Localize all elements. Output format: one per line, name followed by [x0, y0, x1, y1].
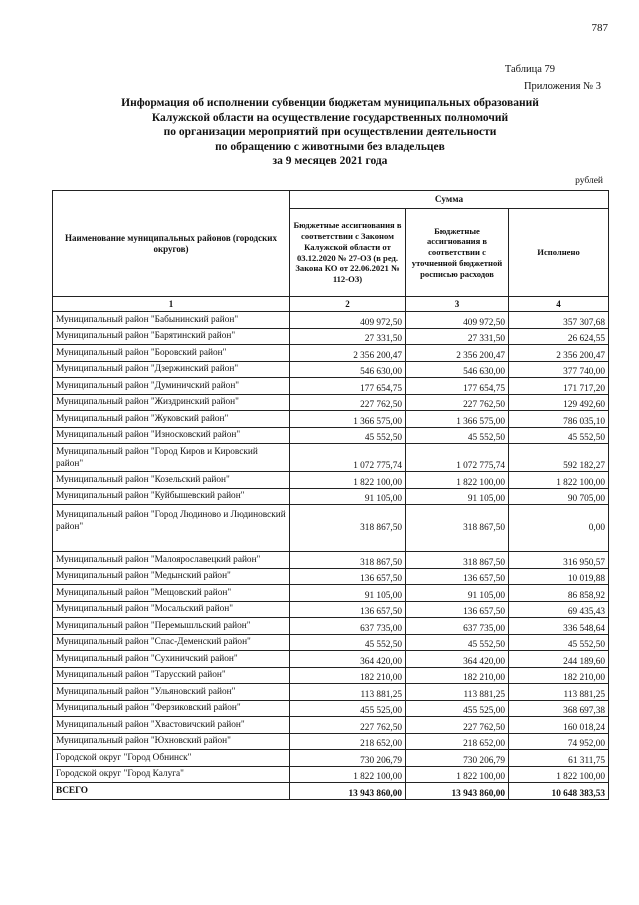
budget-refined-value: 227 762,50 — [406, 394, 509, 411]
title-line: по организации мероприятий при осуществлении деятельности — [163, 126, 497, 139]
budget-law-value: 45 552,50 — [290, 634, 406, 651]
budget-refined-value: 218 652,00 — [406, 733, 509, 750]
district-name: Муниципальный район "Мосальский район" — [53, 601, 290, 618]
budget-refined-value: 409 972,50 — [406, 312, 509, 329]
budget-refined-value: 1 822 100,00 — [406, 766, 509, 783]
district-name: Муниципальный район "Барятинский район" — [53, 328, 290, 345]
district-name: Муниципальный район "Жиздринский район" — [53, 394, 290, 411]
district-name: Муниципальный район "Малоярославецкий район" — [53, 552, 290, 569]
budget-law-value: 227 762,50 — [290, 394, 406, 411]
budget-refined-value: 45 552,50 — [406, 427, 509, 444]
budget-law-value: 455 525,00 — [290, 700, 406, 717]
budget-law-value: 318 867,50 — [290, 505, 406, 552]
table-row — [53, 427, 609, 444]
table-label: Таблица 79 — [504, 64, 555, 75]
budget-refined-value: 364 420,00 — [406, 651, 509, 668]
header-name: Наименование муниципальных районов (городских округов) — [53, 191, 290, 297]
table-row — [53, 472, 609, 489]
executed-value: 160 018,24 — [509, 717, 609, 734]
executed-value: 2 356 200,47 — [509, 345, 609, 362]
executed-value: 316 950,57 — [509, 552, 609, 569]
district-name: Городской округ "Город Обнинск" — [53, 750, 290, 767]
header-budget-refined: Бюджетные ассигнования в соответствии с уточненной бюджетной росписью расходов — [406, 209, 509, 297]
budget-law-value: 227 762,50 — [290, 717, 406, 734]
executed-value: 26 624,55 — [509, 328, 609, 345]
table-row — [53, 361, 609, 378]
executed-value: 74 952,00 — [509, 733, 609, 750]
table-row — [53, 667, 609, 684]
executed-value: 182 210,00 — [509, 667, 609, 684]
executed-value: 592 182,27 — [509, 444, 609, 472]
budget-law-value: 637 735,00 — [290, 618, 406, 635]
header-budget-law: Бюджетные ассигнования в соответствии с Законом Калужской области от 03.12.2020 № 27-ОЗ (в ред. Закона КО от 22.06.2021 № 112-ОЗ) — [290, 209, 406, 297]
district-name: Муниципальный район "Юхновский район" — [53, 733, 290, 750]
executed-value: 10 019,88 — [509, 568, 609, 585]
budget-refined-value: 1 366 575,00 — [406, 411, 509, 428]
executed-value: 336 548,64 — [509, 618, 609, 635]
district-name: Муниципальный район "Дзержинский район" — [53, 361, 290, 378]
subvention-table — [52, 190, 609, 800]
executed-value: 786 035,10 — [509, 411, 609, 428]
budget-refined-value: 2 356 200,47 — [406, 345, 509, 362]
table-row — [53, 444, 609, 472]
budget-law-value: 318 867,50 — [290, 552, 406, 569]
executed-value: 86 858,92 — [509, 585, 609, 602]
budget-refined-value: 91 105,00 — [406, 585, 509, 602]
budget-refined-value: 1 822 100,00 — [406, 472, 509, 489]
budget-law-value: 27 331,50 — [290, 328, 406, 345]
table-row — [53, 585, 609, 602]
budget-law-value: 91 105,00 — [290, 488, 406, 505]
budget-refined-value: 136 657,50 — [406, 601, 509, 618]
title-line: по обращению с животными без владельцев — [215, 140, 445, 153]
budget-law-value: 409 972,50 — [290, 312, 406, 329]
district-name: Муниципальный район "Перемышльский район" — [53, 618, 290, 635]
district-name: Муниципальный район "Сухиничский район" — [53, 651, 290, 668]
table-row — [53, 684, 609, 701]
table-row — [53, 394, 609, 411]
header-sum: Сумма — [290, 191, 609, 209]
table-row — [53, 750, 609, 767]
executed-value: 45 552,50 — [509, 427, 609, 444]
budget-law-value: 2 356 200,47 — [290, 345, 406, 362]
table-row — [53, 505, 609, 552]
budget-refined-value: 318 867,50 — [406, 552, 509, 569]
budget-law-value: 1 366 575,00 — [290, 411, 406, 428]
executed-value: 113 881,25 — [509, 684, 609, 701]
district-name: Муниципальный район "Мещовский район" — [53, 585, 290, 602]
table-body — [53, 312, 609, 783]
district-name: Муниципальный район "Жуковский район" — [53, 411, 290, 428]
budget-refined-value: 730 206,79 — [406, 750, 509, 767]
executed-value: 377 740,00 — [509, 361, 609, 378]
executed-value: 61 311,75 — [509, 750, 609, 767]
budget-refined-value: 227 762,50 — [406, 717, 509, 734]
budget-law-value: 1 072 775,74 — [290, 444, 406, 472]
appendix-label: Приложения № 3 — [523, 81, 601, 92]
executed-value: 1 822 100,00 — [509, 766, 609, 783]
budget-refined-value: 182 210,00 — [406, 667, 509, 684]
budget-refined-value: 113 881,25 — [406, 684, 509, 701]
table-row — [53, 378, 609, 395]
table-row — [53, 766, 609, 783]
column-number: 3 — [406, 297, 509, 312]
district-name: Муниципальный район "Спас-Деменский район" — [53, 634, 290, 651]
budget-law-value: 136 657,50 — [290, 568, 406, 585]
header-executed: Исполнено — [509, 209, 609, 297]
budget-law-value: 546 630,00 — [290, 361, 406, 378]
district-name: Муниципальный район "Ульяновский район" — [53, 684, 290, 701]
budget-law-value: 45 552,50 — [290, 427, 406, 444]
table-row — [53, 328, 609, 345]
page-number: 787 — [591, 22, 608, 34]
budget-refined-value: 177 654,75 — [406, 378, 509, 395]
budget-refined-value: 637 735,00 — [406, 618, 509, 635]
table-row — [53, 568, 609, 585]
budget-refined-value: 27 331,50 — [406, 328, 509, 345]
district-name: Муниципальный район "Куйбышевский район" — [53, 488, 290, 505]
budget-law-value: 177 654,75 — [290, 378, 406, 395]
district-name: Муниципальный район "Думиничский район" — [53, 378, 290, 395]
district-name: Муниципальный район "Бабынинский район" — [53, 312, 290, 329]
column-number: 2 — [290, 297, 406, 312]
district-name: Муниципальный район "Боровский район" — [53, 345, 290, 362]
executed-value: 69 435,43 — [509, 601, 609, 618]
title-line: Калужской области на осуществление государственных полномочий — [151, 111, 509, 124]
executed-value: 244 189,60 — [509, 651, 609, 668]
table-row — [53, 411, 609, 428]
executed-value: 129 492,60 — [509, 394, 609, 411]
budget-law-value: 136 657,50 — [290, 601, 406, 618]
table-row — [53, 717, 609, 734]
district-name: Муниципальный район "Износковский район" — [53, 427, 290, 444]
executed-value: 90 705,00 — [509, 488, 609, 505]
budget-refined-value: 136 657,50 — [406, 568, 509, 585]
total-budget-law: 13 943 860,00 — [290, 783, 406, 800]
district-name: Муниципальный район "Город Людиново и Людиновский район" — [53, 505, 290, 552]
district-name: Муниципальный район "Ферзиковский район" — [53, 700, 290, 717]
column-number: 4 — [509, 297, 609, 312]
executed-value: 45 552,50 — [509, 634, 609, 651]
executed-value: 357 307,68 — [509, 312, 609, 329]
executed-value: 1 822 100,00 — [509, 472, 609, 489]
executed-value: 0,00 — [509, 505, 609, 552]
executed-value: 368 697,38 — [509, 700, 609, 717]
table-row — [53, 634, 609, 651]
total-row — [53, 783, 609, 800]
table-row — [53, 552, 609, 569]
budget-refined-value: 455 525,00 — [406, 700, 509, 717]
district-name: Муниципальный район "Хвастовичский район" — [53, 717, 290, 734]
district-name: Городской округ "Город Калуга" — [53, 766, 290, 783]
table-row — [53, 488, 609, 505]
budget-law-value: 364 420,00 — [290, 651, 406, 668]
budget-law-value: 218 652,00 — [290, 733, 406, 750]
budget-law-value: 182 210,00 — [290, 667, 406, 684]
budget-law-value: 91 105,00 — [290, 585, 406, 602]
budget-law-value: 1 822 100,00 — [290, 766, 406, 783]
district-name: Муниципальный район "Козельский район" — [53, 472, 290, 489]
table-row — [53, 618, 609, 635]
budget-law-value: 730 206,79 — [290, 750, 406, 767]
budget-refined-value: 546 630,00 — [406, 361, 509, 378]
budget-refined-value: 318 867,50 — [406, 505, 509, 552]
district-name: Муниципальный район "Город Киров и Кировский район" — [53, 444, 290, 472]
title-line: Информация об исполнении субвенции бюджетам муниципальных образований — [121, 97, 539, 109]
table-row — [53, 345, 609, 362]
table-row — [53, 651, 609, 668]
title-line: за 9 месяцев 2021 года — [272, 155, 388, 168]
table-row — [53, 733, 609, 750]
total-label: ВСЕГО — [53, 783, 290, 800]
table-row — [53, 312, 609, 329]
table-row — [53, 700, 609, 717]
budget-law-value: 1 822 100,00 — [290, 472, 406, 489]
document-title — [60, 96, 600, 169]
district-name: Муниципальный район "Медынский район" — [53, 568, 290, 585]
budget-refined-value: 91 105,00 — [406, 488, 509, 505]
budget-law-value: 113 881,25 — [290, 684, 406, 701]
budget-refined-value: 45 552,50 — [406, 634, 509, 651]
district-name: Муниципальный район "Тарусский район" — [53, 667, 290, 684]
table-row — [53, 601, 609, 618]
total-budget-refined: 13 943 860,00 — [406, 783, 509, 800]
budget-refined-value: 1 072 775,74 — [406, 444, 509, 472]
total-executed: 10 648 383,53 — [509, 783, 609, 800]
column-number: 1 — [53, 297, 290, 312]
units-label: рублей — [575, 176, 603, 186]
executed-value: 171 717,20 — [509, 378, 609, 395]
